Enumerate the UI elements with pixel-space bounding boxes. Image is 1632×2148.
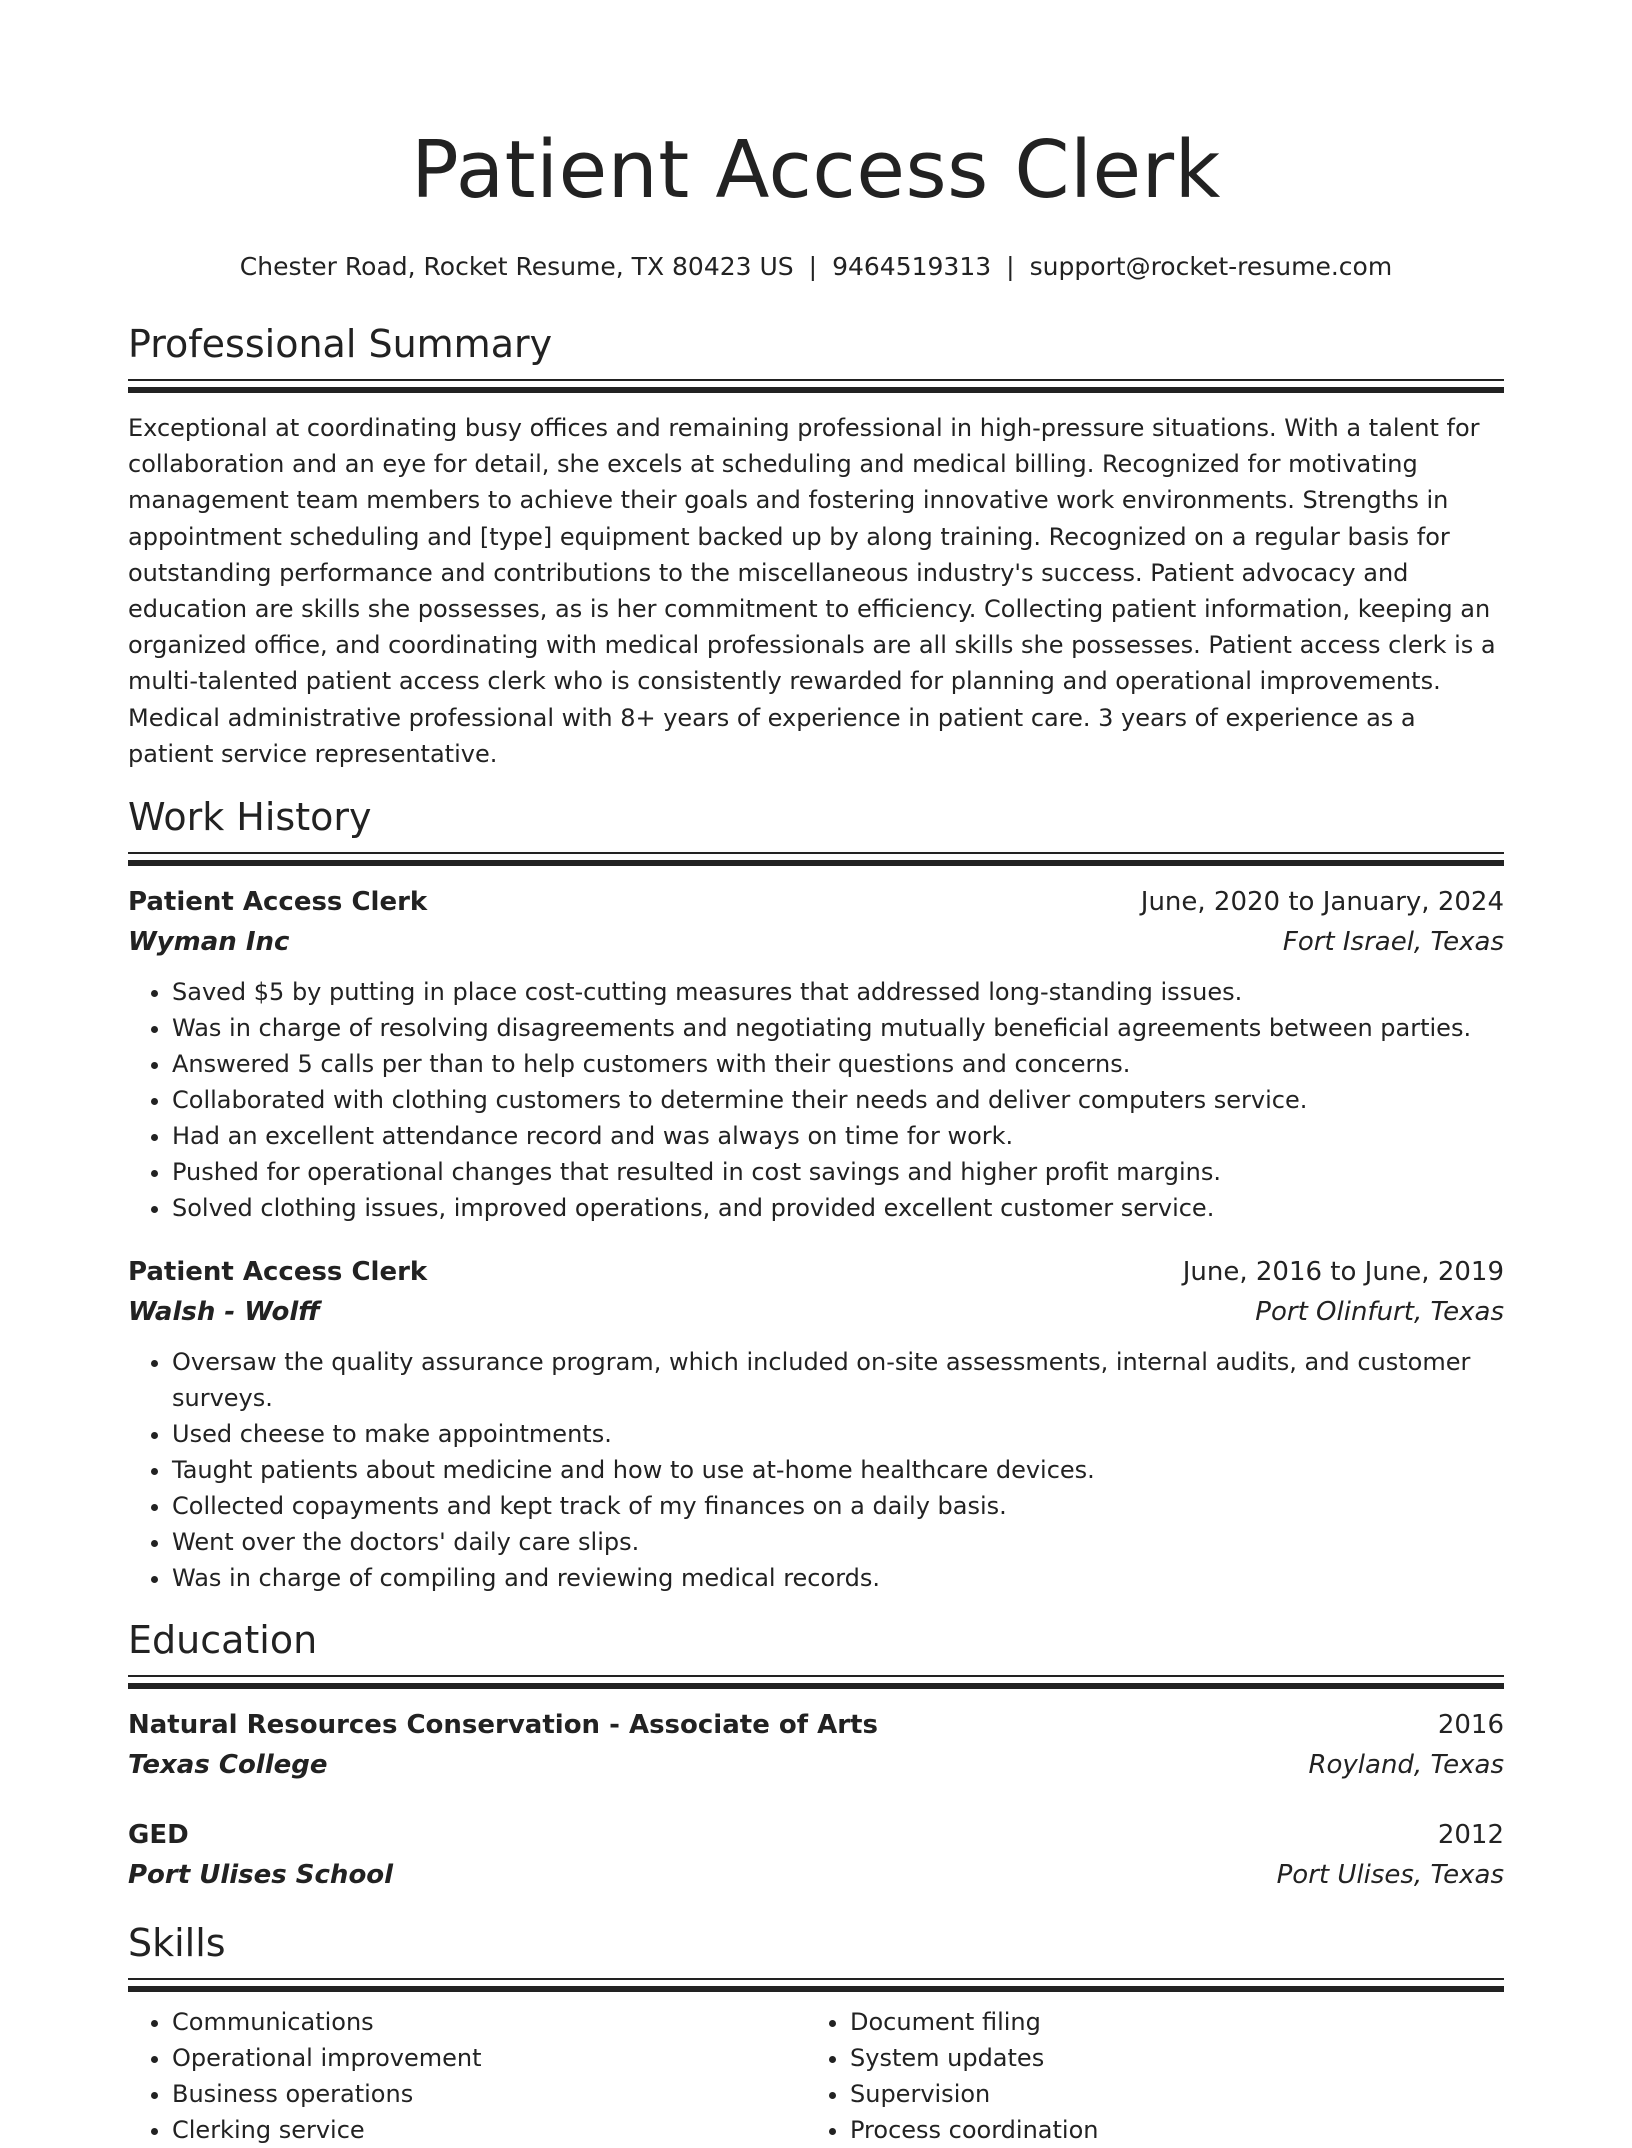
- education-school: Port Ulises School: [128, 1860, 394, 1891]
- education-section: [128, 1616, 1504, 1895]
- education-location: Port Ulises, Texas: [1276, 1860, 1504, 1891]
- list-item: • Taught patients about medicine and how to use at-home healthcare devices.: [172, 1452, 1504, 1488]
- skill-item: • Process coordination: [850, 2112, 1484, 2148]
- list-item: • Oversaw the quality assurance program, which included on-site assessments, internal audits, and customer surveys.: [172, 1344, 1504, 1416]
- education-entry: [128, 1705, 1504, 1785]
- job-entry: [128, 1252, 1504, 1596]
- skills-heading: Skills: [128, 1921, 226, 1966]
- job-title: Patient Access Clerk: [128, 887, 428, 918]
- contact-phone: 9464519313: [832, 252, 992, 281]
- skills-list-left: [128, 2004, 806, 2148]
- skills-section: [128, 1919, 1504, 2148]
- job-location: Fort Israel, Texas: [1282, 927, 1504, 958]
- section-divider: [128, 379, 1504, 393]
- skill-item: • Communications: [172, 2004, 806, 2040]
- list-item: • Was in charge of resolving disagreements and negotiating mutually beneficial agreements between parties.: [172, 1010, 1504, 1046]
- list-item: • Answered 5 calls per than to help customers with their questions and concerns.: [172, 1046, 1504, 1082]
- education-entry: [128, 1815, 1504, 1895]
- job-location: Port Olinfurt, Texas: [1255, 1297, 1504, 1328]
- contact-address: Chester Road, Rocket Resume, TX 80423 US: [239, 252, 794, 281]
- skills-list-right: [806, 2004, 1484, 2148]
- work-section: [128, 793, 1504, 1596]
- list-item: • Solved clothing issues, improved operations, and provided excellent customer service.: [172, 1190, 1504, 1226]
- section-divider: [128, 1978, 1504, 1992]
- summary-heading: Professional Summary: [128, 322, 553, 366]
- list-item: • Pushed for operational changes that resulted in cost savings and higher profit margins.: [172, 1154, 1504, 1190]
- list-item: • Used cheese to make appointments.: [172, 1416, 1504, 1452]
- section-divider: [128, 852, 1504, 866]
- job-dates: June, 2020 to January, 2024: [1140, 887, 1504, 918]
- skill-item: • Business operations: [172, 2076, 806, 2112]
- summary-section: [128, 320, 1504, 772]
- skill-item: • System updates: [850, 2040, 1484, 2076]
- contact-separator: |: [808, 252, 818, 281]
- list-item: • Went over the doctors' daily care slips.: [172, 1524, 1504, 1560]
- resume-name: Patient Access Clerk: [411, 124, 1221, 216]
- education-location: Royland, Texas: [1308, 1750, 1504, 1781]
- section-divider: [128, 1675, 1504, 1689]
- education-year: 2012: [1437, 1820, 1504, 1851]
- job-dates: June, 2016 to June, 2019: [1182, 1257, 1504, 1288]
- job-entry: [128, 882, 1504, 1226]
- job-company: Walsh - Wolff: [128, 1297, 320, 1328]
- skill-item: • Supervision: [850, 2076, 1484, 2112]
- list-item: • Saved $5 by putting in place cost-cutting measures that addressed long-standing issues.: [172, 974, 1504, 1010]
- job-bullets: [128, 974, 1504, 1226]
- education-heading: Education: [128, 1618, 318, 1663]
- contact-separator: |: [1006, 252, 1015, 281]
- skill-item: • Document filing: [850, 2004, 1484, 2040]
- contact-line: [128, 250, 1504, 284]
- contact-email: support@rocket-resume.com: [1029, 252, 1393, 281]
- education-degree: Natural Resources Conservation - Associate of Arts: [128, 1710, 878, 1741]
- education-degree: GED: [128, 1820, 189, 1851]
- job-title: Patient Access Clerk: [128, 1257, 428, 1288]
- skills-columns: [128, 2004, 1504, 2148]
- job-company: Wyman Inc: [128, 927, 290, 958]
- skill-item: • Clerking service: [172, 2112, 806, 2148]
- skill-item: • Operational improvement: [172, 2040, 806, 2076]
- job-bullets: [128, 1344, 1504, 1596]
- list-item: • Collected copayments and kept track of my finances on a daily basis.: [172, 1488, 1504, 1524]
- list-item: • Collaborated with clothing customers to determine their needs and deliver computers service.: [172, 1082, 1504, 1118]
- summary-text: Exceptional at coordinating busy offices and remaining professional in high-pressure situations. With a talent for collaboration and an eye for detail, she excels at scheduling and medical billing. Recognized for motivating management team members to achieve their goals and fostering innovative work environments. Strengths in appointment scheduling and [type] equipment backed up by along training. Recognized on a regular basis for outstanding performance and contributions to the miscellaneous industry's success. Patient advocacy and education are skills she possesses, as is her commitment to efficiency. Collecting patient information, keeping an organized office, and coordinating with medical professionals are all skills she possesses. Patient access clerk is a multi-talented patient access clerk who is consistently rewarded for planning and operational improvements. Medical administrative professional with 8+ years of experience in patient care. 3 years of experience as a patient service representative.: [128, 414, 1496, 768]
- list-item: • Was in charge of compiling and reviewing medical records.: [172, 1560, 1504, 1596]
- list-item: • Had an excellent attendance record and was always on time for work.: [172, 1118, 1504, 1154]
- education-year: 2016: [1437, 1710, 1504, 1741]
- resume-page: [128, 0, 1504, 2148]
- work-heading: Work History: [128, 795, 372, 840]
- education-school: Texas College: [128, 1750, 328, 1781]
